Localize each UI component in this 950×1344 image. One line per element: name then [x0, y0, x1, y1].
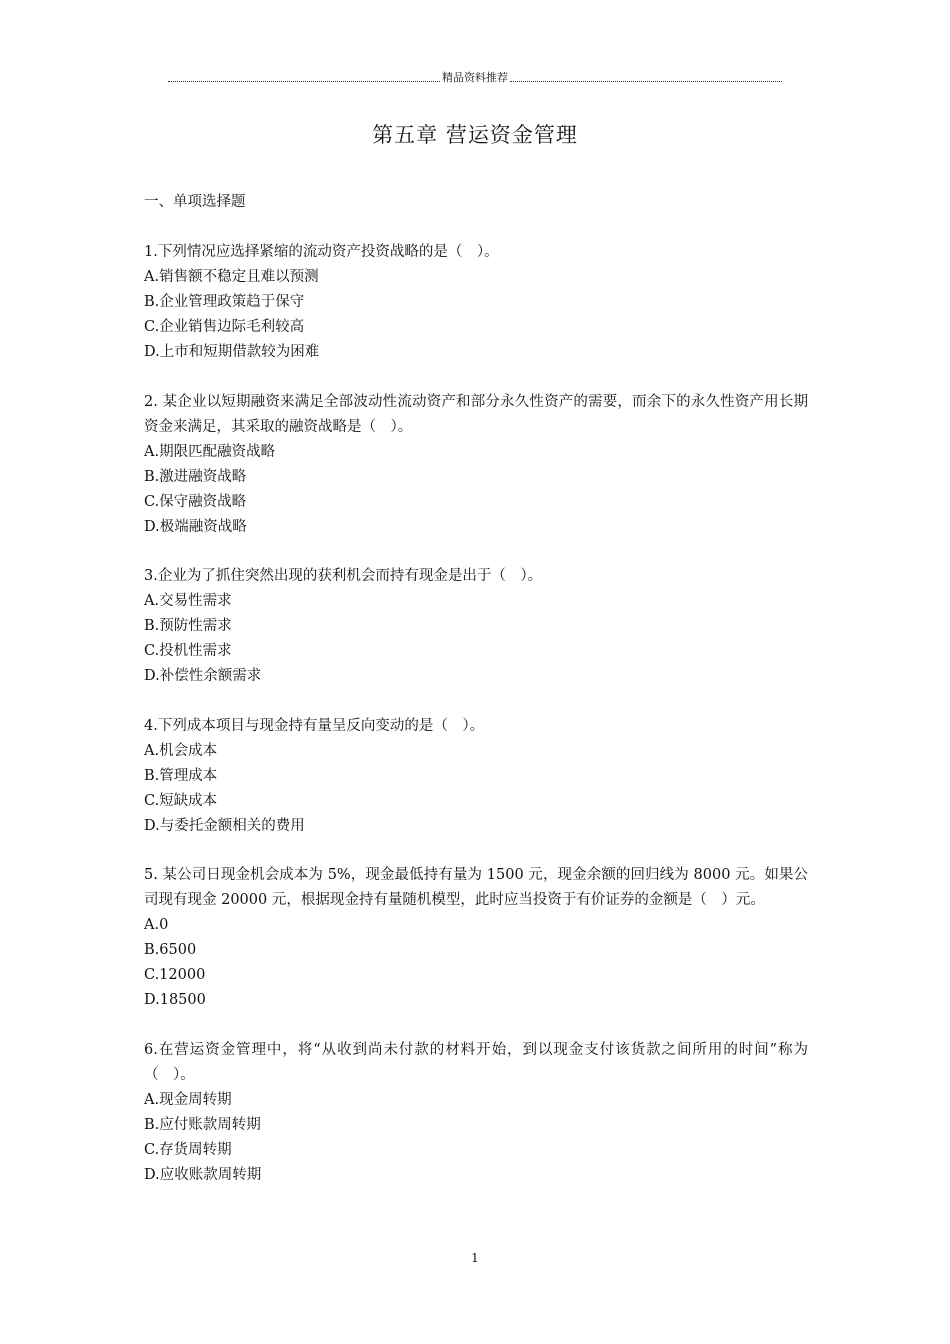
option-b: B.应付账款周转期: [144, 1116, 261, 1133]
question-5: [144, 863, 808, 1013]
option-c: C.保守融资战略: [144, 493, 247, 510]
question-4: [144, 714, 808, 839]
header-dots-left: [168, 74, 440, 82]
option-b: B.企业管理政策趋于保守: [144, 294, 305, 310]
header-dots-right: [510, 74, 782, 82]
option-c: C.短缺成本: [144, 792, 218, 809]
section-heading: 一、单项选择题: [144, 194, 246, 210]
option-a: A.销售额不稳定且难以预测: [144, 269, 319, 285]
question-1: [144, 240, 808, 365]
option-d: D.18500: [144, 992, 206, 1008]
page-header: [168, 71, 782, 85]
question-2: [144, 390, 808, 540]
option-c: C.投机性需求: [144, 643, 232, 659]
question-stem: 2. 某企业以短期融资来满足全部波动性流动资产和部分永久性资产的需要，而余下的永久性资产用长期资金来满足，其采取的融资战略是（ ）。: [144, 393, 808, 435]
header-text: 精品资料推荐: [442, 71, 508, 84]
option-b: B.6500: [144, 942, 197, 958]
option-d: D.补偿性余额需求: [144, 668, 262, 684]
page-number: 1: [471, 1251, 479, 1265]
option-c: C.12000: [144, 967, 206, 983]
question-stem: 1.下列情况应选择紧缩的流动资产投资战略的是（ ）。: [144, 244, 499, 260]
document-title: 第五章 营运资金管理: [372, 123, 578, 147]
option-d: D.应收账款周转期: [144, 1166, 262, 1183]
question-stem: 6.在营运资金管理中，将“从收到尚未付款的材料开始，到以现金支付该货款之间所用的时间”称为（ ）。: [144, 1041, 808, 1083]
option-a: A.期限匹配融资战略: [144, 443, 276, 460]
question-3: [144, 564, 808, 689]
question-stem: 4.下列成本项目与现金持有量呈反向变动的是（ ）。: [144, 717, 485, 734]
option-b: B.管理成本: [144, 767, 218, 784]
option-a: A.现金周转期: [144, 1091, 232, 1108]
option-b: B.激进融资战略: [144, 468, 247, 485]
option-d: D.极端融资战略: [144, 518, 247, 535]
option-c: C.企业销售边际毛利较高: [144, 319, 305, 335]
option-a: A.机会成本: [144, 742, 218, 759]
question-stem: 3.企业为了抓住突然出现的获利机会而持有现金是出于（ ）。: [144, 568, 543, 584]
question-6: [144, 1038, 808, 1188]
option-b: B.预防性需求: [144, 618, 232, 634]
option-d: D.上市和短期借款较为困难: [144, 344, 320, 360]
option-a: A.交易性需求: [144, 593, 232, 609]
question-stem: 5. 某公司日现金机会成本为 5%，现金最低持有量为 1500 元，现金余额的回归线为 8000 元。如果公司现有现金 20000 元，根据现金持有量随机模型，此时应当投资于有价证券的金额是（ ）元。: [144, 867, 808, 908]
option-c: C.存货周转期: [144, 1141, 232, 1158]
option-a: A.0: [144, 917, 169, 933]
question-list: [144, 240, 808, 1212]
option-d: D.与委托金额相关的费用: [144, 817, 305, 834]
